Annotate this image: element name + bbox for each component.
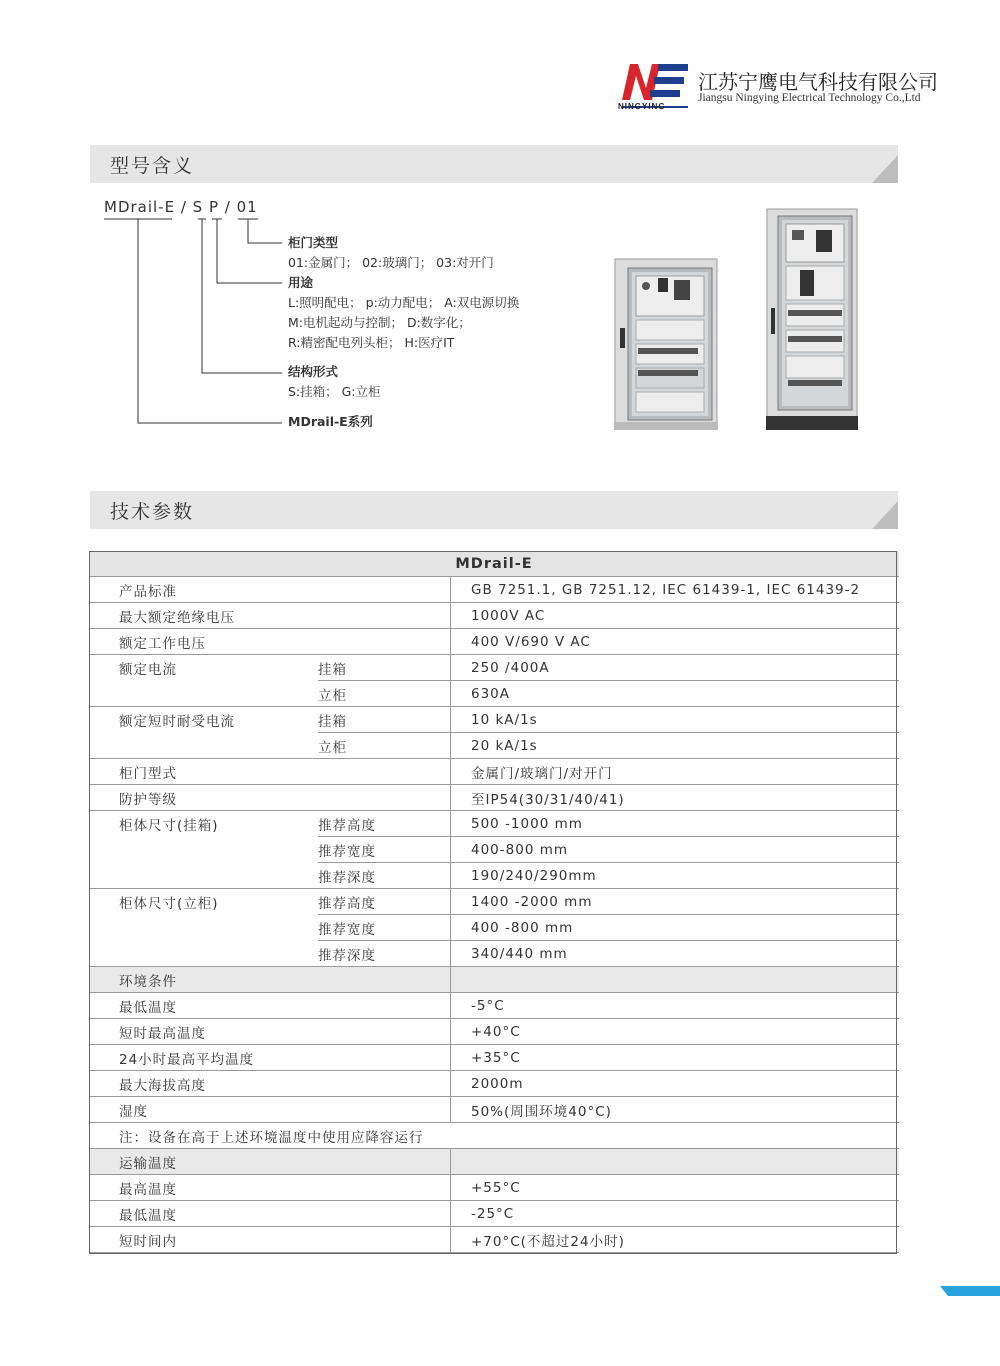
door-type-heading: 柜门类型 — [288, 235, 339, 250]
row-label: 最大海拔高度 — [89, 1071, 451, 1097]
usage-line: L:照明配电； p:动力配电； A:双电源切换 — [288, 295, 520, 310]
row-label: 柜体尺寸(立柜) — [119, 895, 219, 912]
row-label — [89, 837, 318, 863]
row-label: 最低温度 — [89, 993, 451, 1019]
row-sublabel: 推荐宽度 — [318, 837, 451, 863]
section-title: 型号含义 — [110, 155, 195, 177]
usage-heading: 用途 — [288, 275, 314, 290]
row-sublabel: 挂箱 — [318, 655, 451, 681]
row-value: 400-800 mm — [451, 837, 900, 863]
row-label: 额定工作电压 — [89, 629, 451, 655]
table-row — [89, 655, 899, 681]
usage-desc — [288, 273, 519, 353]
usage-line: R:精密配电列头柜； H:医疗IT — [288, 335, 455, 350]
row-sublabel: 推荐宽度 — [318, 915, 451, 941]
row-value: 20 kA/1s — [451, 733, 900, 759]
row-value: GB 7251.1, GB 7251.12, IEC 61439-1, IEC 61439-2 — [451, 577, 900, 603]
table-header-row — [89, 551, 899, 577]
row-value: 630A — [451, 681, 900, 707]
table-row — [89, 681, 899, 707]
table-row — [89, 863, 899, 889]
table-row — [89, 603, 899, 629]
row-label: 柜门型式 — [89, 759, 451, 785]
row-label — [89, 681, 318, 707]
row-label: 额定短时耐受电流 — [119, 713, 235, 730]
table-row — [89, 1201, 899, 1227]
table-row — [89, 785, 899, 811]
row-label: 最大额定绝缘电压 — [89, 603, 451, 629]
structure-line: S:挂箱； G:立柜 — [288, 384, 381, 399]
transport-section-row — [89, 1149, 899, 1175]
table-row — [89, 629, 899, 655]
row-label: 最高温度 — [89, 1175, 451, 1201]
table-row — [89, 1097, 899, 1123]
door-type-line: 01:金属门； 02:玻璃门； 03:对开门 — [288, 255, 494, 270]
row-value: 1000V AC — [451, 603, 900, 629]
row-value: 400 -800 mm — [451, 915, 900, 941]
row-sublabel: 立柜 — [318, 733, 451, 759]
company-name-en: Jiangsu Ningying Electrical Technology Co.,Ltd — [698, 92, 921, 104]
row-label — [89, 941, 318, 967]
model-code: MDrail-E / S P / 01 — [104, 198, 258, 216]
row-value: 金属门/玻璃门/对开门 — [451, 759, 900, 785]
row-value: 340/440 mm — [451, 941, 900, 967]
table-header: MDrail-E — [89, 551, 899, 577]
section-title: 技术参数 — [110, 501, 195, 523]
footer-accent-bar — [940, 1286, 1000, 1296]
row-sublabel: 推荐高度 — [318, 811, 451, 837]
series-heading: MDrail-E系列 — [288, 414, 373, 429]
logo-wordmark: NINGYING — [618, 102, 666, 111]
table-row — [89, 1045, 899, 1071]
row-label: 防护等级 — [89, 785, 451, 811]
usage-line: M:电机起动与控制； D:数字化； — [288, 315, 471, 330]
row-value: 2000m — [451, 1071, 900, 1097]
row-value: +35°C — [451, 1045, 900, 1071]
series-desc — [288, 412, 373, 432]
row-label: 额定电流 — [119, 661, 177, 678]
row-value: +55°C — [451, 1175, 900, 1201]
row-label — [89, 863, 318, 889]
table-row — [89, 1227, 899, 1253]
row-value: -25°C — [451, 1201, 900, 1227]
table-row — [89, 733, 899, 759]
note-row — [89, 1123, 899, 1149]
row-value: -5°C — [451, 993, 900, 1019]
door-type-desc — [288, 233, 494, 273]
section-banner-specs — [90, 491, 898, 529]
row-label — [89, 915, 318, 941]
floor-cabinet-image — [766, 208, 858, 430]
spec-table — [89, 551, 899, 1253]
structure-desc — [288, 362, 381, 402]
row-label: 短时间内 — [89, 1227, 451, 1253]
section-banner-model — [90, 145, 898, 183]
row-value: +70°C(不超过24小时) — [451, 1227, 900, 1253]
table-row — [89, 1175, 899, 1201]
row-sublabel: 立柜 — [318, 681, 451, 707]
row-label: 最低温度 — [89, 1201, 451, 1227]
table-row — [89, 577, 899, 603]
table-row — [89, 837, 899, 863]
structure-heading: 结构形式 — [288, 364, 339, 379]
row-label: 柜体尺寸(挂箱) — [119, 817, 219, 834]
wall-cabinet-image — [614, 258, 718, 430]
row-label: 湿度 — [89, 1097, 451, 1123]
env-title: 环境条件 — [89, 967, 451, 993]
table-row — [89, 889, 899, 915]
row-value: 250 /400A — [451, 655, 900, 681]
row-value: 50%(周围环境40°C) — [451, 1097, 900, 1123]
table-row — [89, 811, 899, 837]
model-code-leader-lines — [100, 215, 300, 435]
row-value: 500 -1000 mm — [451, 811, 900, 837]
row-sublabel: 推荐深度 — [318, 941, 451, 967]
row-label: 短时最高温度 — [89, 1019, 451, 1045]
row-sublabel: 推荐高度 — [318, 889, 451, 915]
row-sublabel: 挂箱 — [318, 707, 451, 733]
row-label: 24小时最高平均温度 — [89, 1045, 451, 1071]
row-value: 190/240/290mm — [451, 863, 900, 889]
table-row — [89, 1019, 899, 1045]
table-note: 注：设备在高于上述环境温度中使用应降容运行 — [89, 1123, 899, 1149]
env-section-row — [89, 967, 899, 993]
table-row — [89, 707, 899, 733]
env-title-spacer — [451, 967, 900, 993]
table-row — [89, 759, 899, 785]
row-value: 至IP54(30/31/40/41) — [451, 785, 900, 811]
transport-title: 运输温度 — [89, 1149, 451, 1175]
row-value: 400 V/690 V AC — [451, 629, 900, 655]
row-label: 产品标准 — [89, 577, 451, 603]
row-value: 1400 -2000 mm — [451, 889, 900, 915]
row-value: 10 kA/1s — [451, 707, 900, 733]
table-row — [89, 915, 899, 941]
table-row — [89, 993, 899, 1019]
row-sublabel: 推荐深度 — [318, 863, 451, 889]
row-value: +40°C — [451, 1019, 900, 1045]
row-label — [89, 733, 318, 759]
table-row — [89, 941, 899, 967]
transport-title-spacer — [451, 1149, 900, 1175]
table-row — [89, 1071, 899, 1097]
company-name-cn: 江苏宁鹰电气科技有限公司 — [698, 70, 938, 94]
